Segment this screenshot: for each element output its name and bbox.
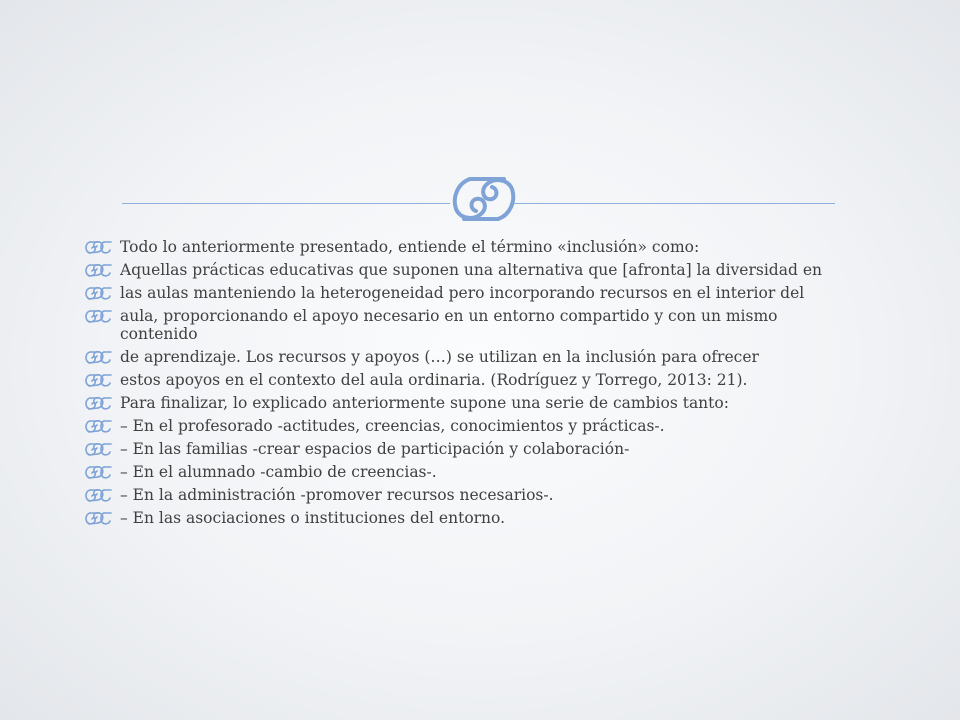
scroll-bullet-icon — [84, 349, 114, 365]
bullet-item — [84, 371, 854, 389]
divider-left — [122, 203, 450, 204]
scroll-bullet-icon — [84, 262, 114, 278]
scroll-ornament-icon — [448, 173, 520, 225]
bullet-item — [84, 417, 854, 435]
bullet-text: – En las asociaciones o instituciones del entorno. — [120, 509, 506, 527]
scroll-bullet-icon — [84, 510, 114, 526]
bullet-item — [84, 509, 854, 527]
scroll-bullet-icon — [84, 464, 114, 480]
bullet-item — [84, 307, 854, 343]
bullet-item — [84, 261, 854, 279]
bullet-text: las aulas manteniendo la heterogeneidad pero incorporando recursos en el interior del — [120, 284, 805, 302]
bullet-item — [84, 486, 854, 504]
bullet-item — [84, 284, 854, 302]
scroll-bullet-icon — [84, 418, 114, 434]
bullet-text: Todo lo anteriormente presentado, entiende el término «inclusión» como: — [120, 238, 700, 256]
divider-right — [510, 203, 835, 204]
bullet-text: Aquellas prácticas educativas que suponen una alternativa que [afronta] la diversidad en — [120, 261, 822, 279]
scroll-bullet-icon — [84, 239, 114, 255]
bullet-text: de aprendizaje. Los recursos y apoyos (…) se utilizan en la inclusión para ofrecer — [120, 348, 759, 366]
bullet-item — [84, 238, 854, 256]
scroll-bullet-icon — [84, 285, 114, 301]
scroll-bullet-icon — [84, 441, 114, 457]
bullet-item — [84, 394, 854, 412]
bullet-item — [84, 440, 854, 458]
bullet-item — [84, 463, 854, 481]
scroll-bullet-icon — [84, 395, 114, 411]
bullet-text: – En el alumnado -cambio de creencias-. — [120, 463, 437, 481]
bullet-item — [84, 348, 854, 366]
bullet-text: – En el profesorado -actitudes, creencias, conocimientos y prácticas-. — [120, 417, 665, 435]
bullet-text: aula, proporcionando el apoyo necesario en un entorno compartido y con un mismo contenido — [120, 307, 778, 343]
scroll-bullet-icon — [84, 308, 114, 324]
bullet-text: – En la administración -promover recursos necesarios-. — [120, 486, 554, 504]
scroll-bullet-icon — [84, 372, 114, 388]
bullet-text: estos apoyos en el contexto del aula ordinaria. (Rodríguez y Torrego, 2013: 21). — [120, 371, 748, 389]
bullet-list — [84, 238, 854, 532]
bullet-text: Para finalizar, lo explicado anteriormente supone una serie de cambios tanto: — [120, 394, 729, 412]
scroll-bullet-icon — [84, 487, 114, 503]
bullet-text: – En las familias -crear espacios de participación y colaboración- — [120, 440, 630, 458]
